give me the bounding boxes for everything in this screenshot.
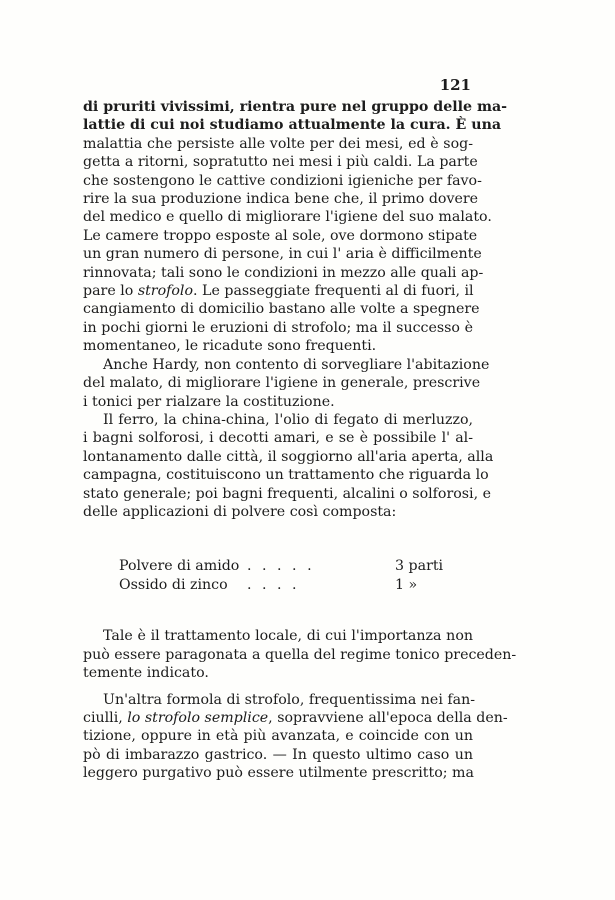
text-line: leggero purgativo può essere utilmente prescritto; ma bbox=[83, 765, 474, 782]
text-line: un gran numero di persone, in cui l' aria è difficilmente bbox=[83, 246, 482, 263]
italic-term: strofolo bbox=[137, 283, 194, 300]
text-line: Anche Hardy, non contento di sorvegliare l'abitazione bbox=[103, 356, 490, 373]
text-line: di pruriti vivissimi, rientra pure nel gruppo delle ma- bbox=[83, 99, 508, 115]
ingredient-name: Polvere di amido bbox=[119, 558, 240, 575]
text-line: Un'altra formola di strofolo, frequentissima nei fan- bbox=[103, 691, 476, 708]
text-line: del malato, di migliorare l'igiene in generale, prescrive bbox=[83, 375, 481, 392]
text-line: i tonici per rialzare la costituzione. bbox=[83, 393, 335, 410]
text-line: lattie di cui noi studiamo attualmente la cura. È una bbox=[83, 117, 502, 134]
text-line: delle applicazioni di polvere così composta: bbox=[83, 503, 397, 520]
text-line: stato generale; poi bagni frequenti, alcalini o solforosi, e bbox=[83, 485, 492, 502]
body-text bbox=[83, 98, 517, 783]
text-segment: . Le passeggiate frequenti al di fuori, il bbox=[193, 283, 474, 300]
formula-row bbox=[119, 557, 467, 576]
ingredient-amount: 1 » bbox=[395, 577, 418, 594]
text-line: in pochi giorni le eruzioni di strofolo; ma il successo è bbox=[83, 319, 473, 336]
text-line: getta a ritorni, sopratutto nei mesi i più caldi. La parte bbox=[83, 154, 478, 171]
text-line bbox=[83, 282, 473, 300]
text-line: Tale è il trattamento locale, di cui l'importanza non bbox=[103, 628, 473, 645]
italic-term: lo strofolo semplice bbox=[127, 709, 269, 726]
text-line: momentaneo, le ricadute sono frequenti. bbox=[83, 338, 377, 355]
formula-row bbox=[119, 576, 467, 595]
paragraph-3 bbox=[83, 411, 494, 521]
leader-dots: . . . . . bbox=[247, 558, 315, 575]
text-line bbox=[83, 709, 508, 727]
text-line: malattia che persiste alle volte per dei mesi, ed è sog- bbox=[83, 135, 473, 152]
leader-dots: . . . . bbox=[247, 577, 300, 594]
text-line: i bagni solforosi, i decotti amari, e se è possibile l' al- bbox=[83, 430, 473, 447]
ingredient-amount: 3 parti bbox=[395, 558, 444, 575]
text-line: cangiamento di domicilio bastano alle volte a spegnere bbox=[83, 301, 480, 318]
text-line: campagna, costituiscono un trattamento che riguarda lo bbox=[83, 467, 489, 484]
ingredient-name: Ossido di zinco bbox=[119, 577, 228, 594]
text-line: Il ferro, la china-china, l'olio di fegato di merluzzo, bbox=[103, 411, 473, 428]
page-number: 121 bbox=[439, 76, 471, 94]
text-line: può essere paragonata a quella del regime tonico preceden- bbox=[83, 646, 517, 663]
text-line: lontanamento dalle città, il soggiorno all'aria aperta, alla bbox=[83, 448, 494, 465]
paragraph-4 bbox=[83, 627, 517, 682]
paragraph-1 bbox=[83, 98, 508, 356]
powder-formula bbox=[119, 557, 467, 595]
text-line: del medico e quello di migliorare l'igiene del suo malato. bbox=[83, 209, 492, 226]
text-line: rire la sua produzione indica bene che, il primo dovere bbox=[83, 191, 479, 208]
text-line: temente indicato. bbox=[83, 665, 209, 682]
text-line: tizione, oppure in età più avanzata, e coincide con un bbox=[83, 728, 473, 745]
text-line: rinnovata; tali sono le condizioni in mezzo alle quali ap- bbox=[83, 264, 484, 281]
text-line: Le camere troppo esposte al sole, ove dormono stipate bbox=[83, 227, 478, 244]
paragraph-2 bbox=[83, 356, 490, 411]
text-segment: ciulli, bbox=[83, 709, 128, 726]
text-segment: , sopravviene all'epoca della den- bbox=[268, 709, 508, 726]
paragraph-5 bbox=[83, 691, 508, 783]
text-segment: pare lo bbox=[83, 283, 138, 300]
text-line: pò di imbarazzo gastrico. — In questo ultimo caso un bbox=[83, 746, 473, 763]
text-line: che sostengono le cattive condizioni igieniche per favo- bbox=[83, 172, 482, 189]
paragraph-spacer bbox=[83, 683, 473, 691]
